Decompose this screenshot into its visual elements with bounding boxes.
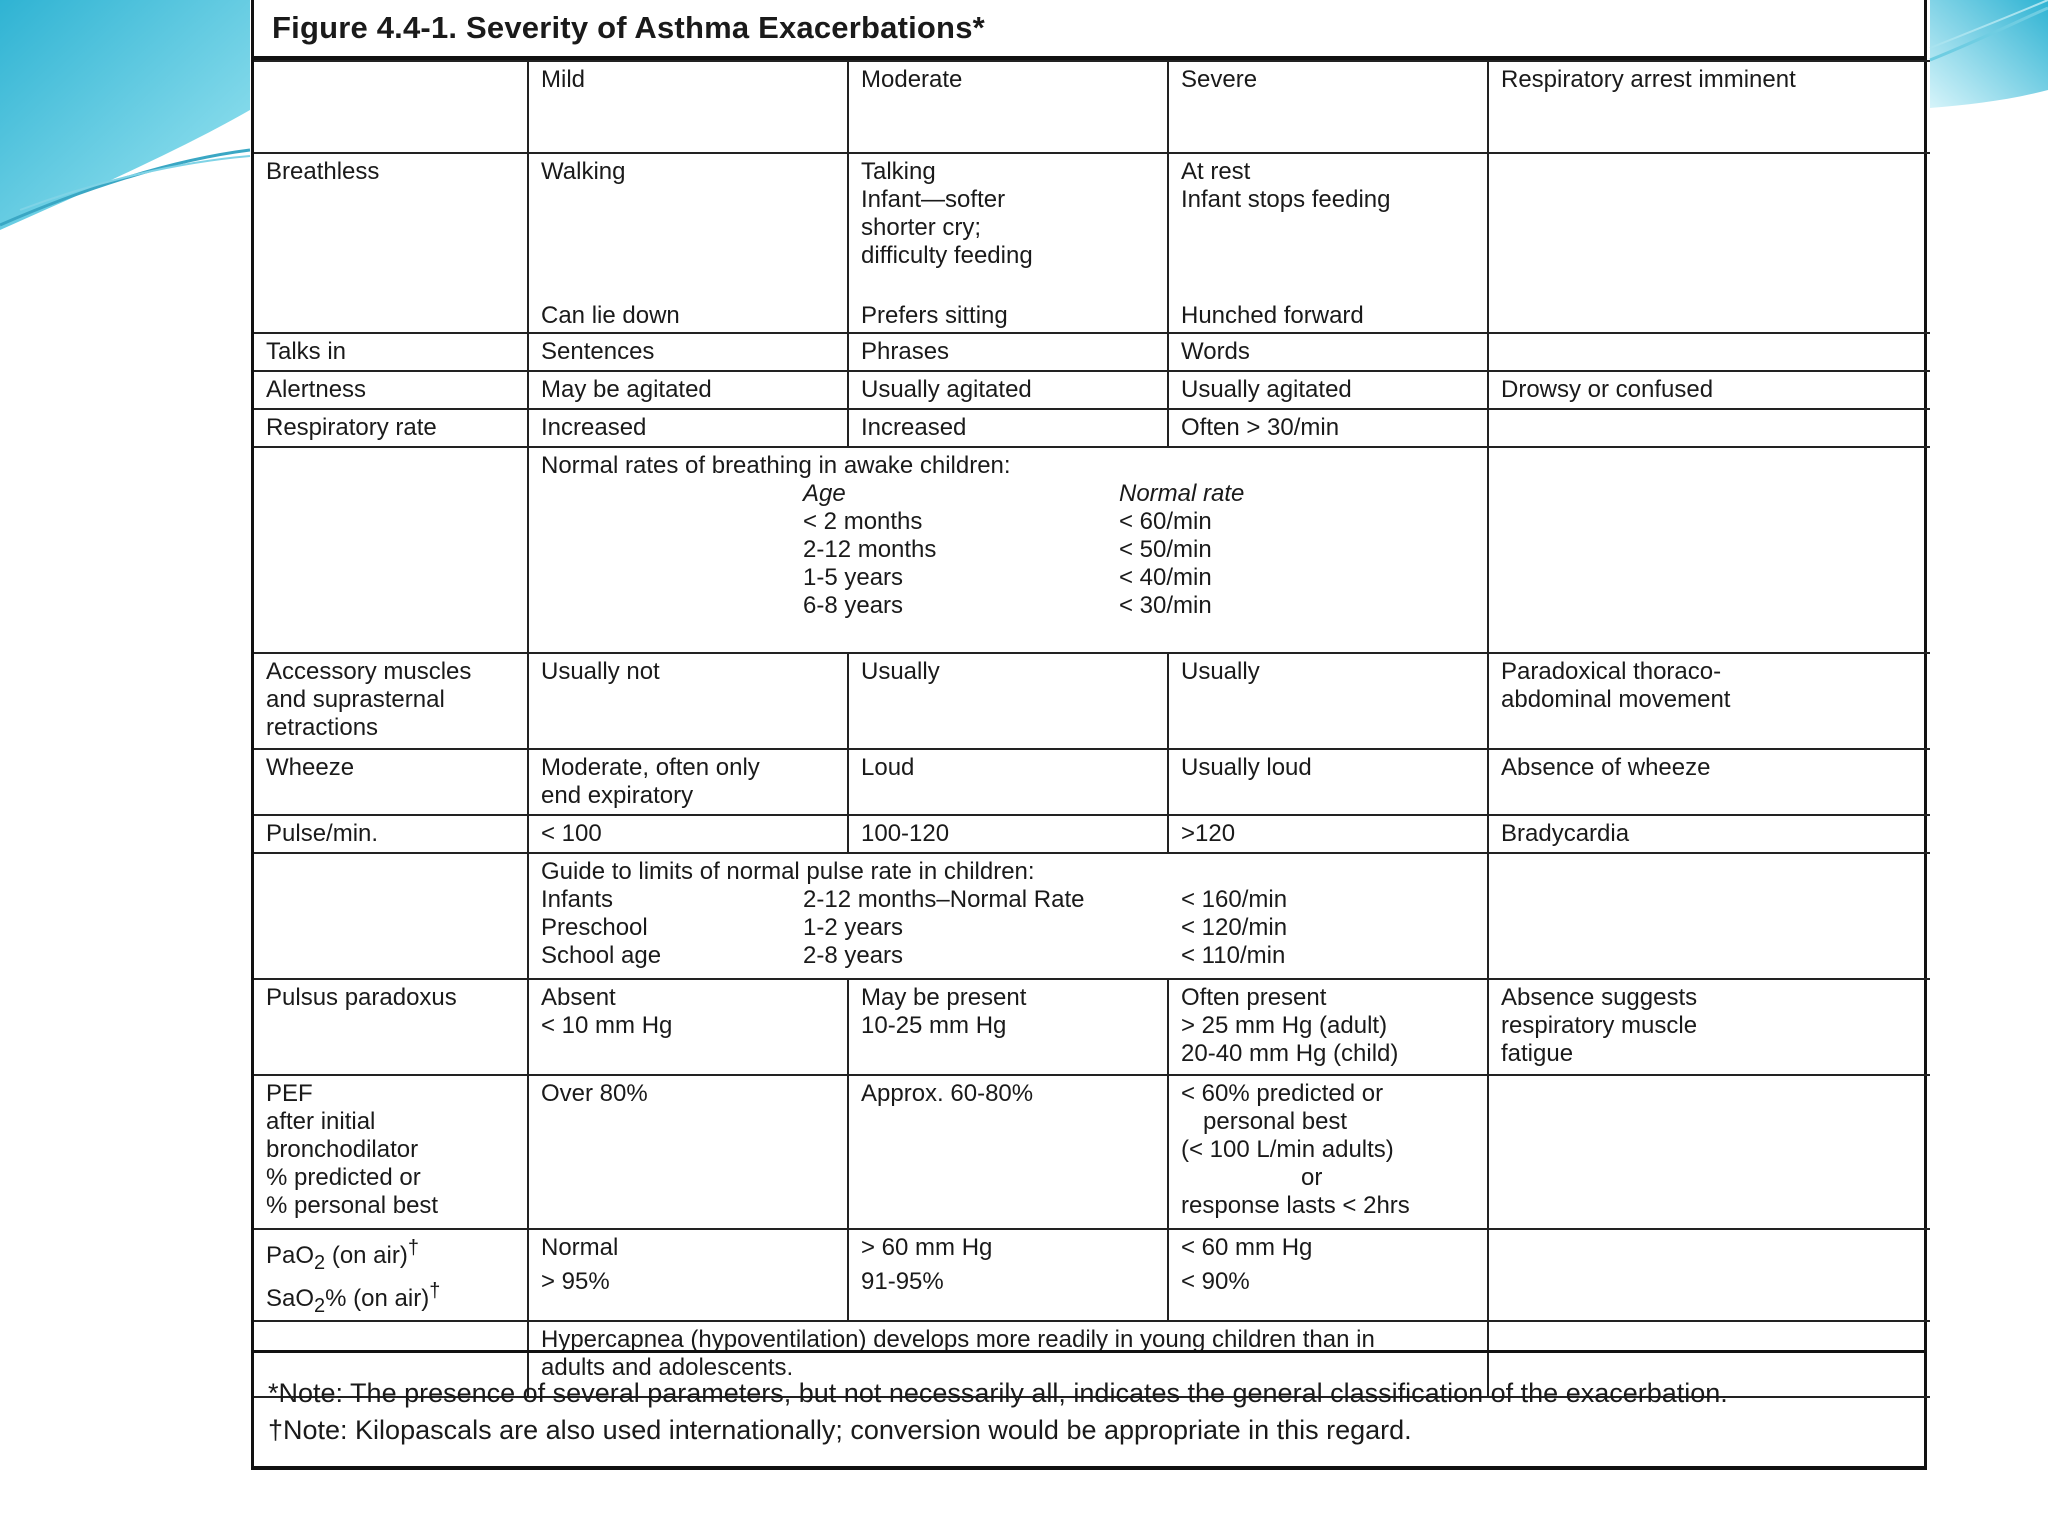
figure-notes [254,1350,1924,1466]
breathless-moderate: Talking Infant—softer shorter cry; difficulty feeding Prefers sitting [848,153,1168,333]
wheeze-arrest: Absence of wheeze [1488,749,1930,815]
header-mild: Mild [528,61,848,153]
wheeze-mild: Moderate, often only end expiratory [528,749,848,815]
gases-moderate: > 60 mm Hg 91-95% [848,1229,1168,1321]
wheeze-severe: Usually loud [1168,749,1488,815]
header-severe: Severe [1168,61,1488,153]
resp-rate-moderate: Increased [848,409,1168,447]
row-pulse [254,815,1930,853]
accessory-severe: Usually [1168,653,1488,749]
header-row [254,61,1930,153]
pulse-label: Pulse/min. [254,815,528,853]
pulse-mild: < 100 [528,815,848,853]
pulse-guide-heading: Guide to limits of normal pulse rate in children: [541,858,1035,885]
severity-figure [251,0,1927,1470]
sao2-label: SaO$_2$% (on air)† [266,1279,441,1317]
gases-arrest [1488,1229,1930,1321]
row-wheeze [254,749,1930,815]
note-asterisk: *Note: The presence of several parameters, but not necessarily all, indicates the general classification of the exacerbation. [268,1378,1728,1408]
pulse-guide-cell [528,853,1488,979]
gases-label [254,1229,528,1321]
alertness-moderate: Usually agitated [848,371,1168,409]
wheeze-moderate: Loud [848,749,1168,815]
figure-title: Figure 4.4-1. Severity of Asthma Exacerbations* [254,0,1924,60]
header-moderate: Moderate [848,61,1168,153]
hypercapnea-cell: Hypercapnea (hypoventilation) develops more readily in young children than in adults and adolescents. [528,1321,1488,1397]
pulse-guide-blank [254,853,528,979]
pulse-guide-arrest [1488,853,1930,979]
header-blank [254,61,528,153]
accessory-moderate: Usually [848,653,1168,749]
pulse-guide-limits: < 160/min < 120/min < 110/min [1181,886,1288,969]
pef-mild: Over 80% [528,1075,848,1229]
pulsus-moderate: May be present 10-25 mm Hg [848,979,1168,1075]
accessory-arrest: Paradoxical thoraco- abdominal movement [1488,653,1930,749]
alertness-mild: May be agitated [528,371,848,409]
talks-label: Talks in [254,333,528,371]
pulsus-label: Pulsus paradoxus [254,979,528,1075]
resp-rate-label: Respiratory rate [254,409,528,447]
row-alertness [254,371,1930,409]
normal-rates-heading: Normal rates of breathing in awake children: [541,452,1011,479]
top-left-swoosh [0,0,250,230]
row-resp-rate [254,409,1930,447]
pef-severe: < 60% predicted or personal best (< 100 L/min adults) or response lasts < 2hrs [1168,1075,1488,1229]
resp-rate-mild: Increased [528,409,848,447]
row-gases [254,1229,1930,1321]
header-arrest: Respiratory arrest imminent [1488,61,1930,153]
wheeze-label: Wheeze [254,749,528,815]
pulse-moderate: 100-120 [848,815,1168,853]
pulse-guide-groups: Infants Preschool School age [541,886,662,969]
talks-severe: Words [1168,333,1488,371]
accessory-mild: Usually not [528,653,848,749]
breathless-label: Breathless [254,153,528,333]
normal-rates-arrest [1488,447,1930,653]
normal-rates-cell [528,447,1488,653]
pao2-label: PaO$_2$ (on air)† [266,1237,419,1274]
alertness-severe: Usually agitated [1168,371,1488,409]
row-accessory [254,653,1930,749]
row-pulse-guide [254,853,1930,979]
alertness-label: Alertness [254,371,528,409]
breathless-mild: Walking Can lie down [528,153,848,333]
pulse-arrest: Bradycardia [1488,815,1930,853]
alertness-arrest: Drowsy or confused [1488,371,1930,409]
pef-moderate: Approx. 60-80% [848,1075,1168,1229]
talks-moderate: Phrases [848,333,1168,371]
normal-rates-ages: Age < 2 months 2-12 months 1-5 years 6-8 years [803,480,937,619]
pulsus-mild: Absent < 10 mm Hg [528,979,848,1075]
row-talks [254,333,1930,371]
row-breathless [254,153,1930,333]
severity-table [254,60,1930,1398]
resp-rate-severe: Often > 30/min [1168,409,1488,447]
row-pulsus [254,979,1930,1075]
normal-rates-blank [254,447,528,653]
accessory-label: Accessory muscles and suprasternal retractions [254,653,528,749]
gases-mild: Normal > 95% [528,1229,848,1321]
pulsus-severe: Often present > 25 mm Hg (adult) 20-40 mm Hg (child) [1168,979,1488,1075]
note-dagger: †Note: Kilopascals are also used internationally; conversion would be appropriate in this regard. [268,1415,1412,1445]
pef-label: PEF after initial bronchodilator % predicted or % personal best [254,1075,528,1229]
breathless-severe: At rest Infant stops feeding Hunched forward [1168,153,1488,333]
resp-rate-arrest [1488,409,1930,447]
pulse-severe: >120 [1168,815,1488,853]
pef-arrest [1488,1075,1930,1229]
breathless-arrest [1488,153,1930,333]
pulse-guide-ranges: 2-12 months–Normal Rate 1-2 years 2-8 years [803,886,1085,969]
pulsus-arrest: Absence suggests respiratory muscle fatigue [1488,979,1930,1075]
talks-arrest [1488,333,1930,371]
row-normal-rates [254,447,1930,653]
normal-rates-values: Normal rate < 60/min < 50/min < 40/min < 30/min [1119,480,1245,619]
talks-mild: Sentences [528,333,848,371]
row-pef [254,1075,1930,1229]
gases-severe: < 60 mm Hg < 90% [1168,1229,1488,1321]
